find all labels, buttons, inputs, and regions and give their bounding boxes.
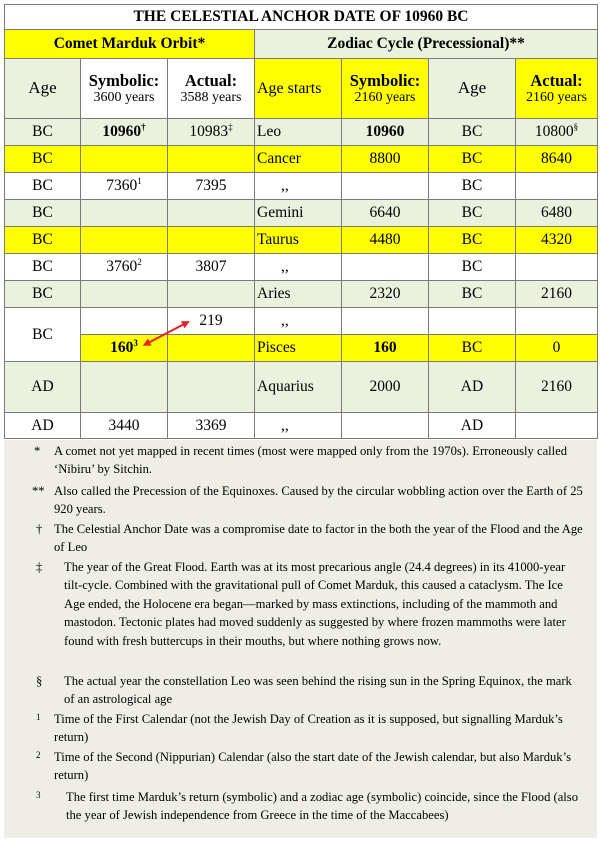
actual-cell <box>168 227 255 254</box>
sign-cell: ,, <box>255 413 342 439</box>
zodiac-actual-cell: 2160 <box>516 362 598 413</box>
zodiac-era-cell: BC <box>429 119 516 146</box>
symbolic-cell <box>81 227 168 254</box>
zodiac-era-cell: BC <box>429 227 516 254</box>
table-row <box>5 413 598 439</box>
symbolic-cell <box>81 146 168 173</box>
table-row <box>5 200 598 227</box>
table-row <box>5 254 598 281</box>
symbolic-cell: 10960† <box>81 119 168 146</box>
table-row <box>5 119 598 146</box>
footnotes-panel <box>4 440 597 838</box>
era-cell: BC <box>5 308 81 362</box>
zodiac-symbolic-cell: 10960 <box>342 119 429 146</box>
footnote-symbol: * <box>34 444 41 458</box>
zodiac-era-cell: BC <box>429 254 516 281</box>
sign-cell: Gemini <box>255 200 342 227</box>
sign-cell: Pisces <box>255 335 342 362</box>
actual-cell: 3369 <box>168 413 255 439</box>
zodiac-symbolic-cell <box>342 308 429 335</box>
zodiac-actual-cell: 6480 <box>516 200 598 227</box>
table-row <box>5 308 598 335</box>
age-header: Age <box>5 59 81 119</box>
footnote-symbol: ** <box>32 484 45 498</box>
footnote-text: A comet not yet mapped in recent times (most were mapped only from the 1970s). Erroneously called ‘Nibiru’ by Sitchin. <box>54 444 568 477</box>
zodiac-era-cell: BC <box>429 281 516 308</box>
footnote-text: The Celestial Anchor Date was a compromise date to factor in the both the year of the Flood and the Age of Leo <box>54 522 583 555</box>
zodiac-era-cell: AD <box>429 413 516 439</box>
footnote-symbol: 1 <box>36 712 41 722</box>
actual-cell: 7395 <box>168 173 255 200</box>
footnote-symbol: † <box>36 522 43 536</box>
era-cell: BC <box>5 254 81 281</box>
zodiac-actual-cell: 2160 <box>516 281 598 308</box>
symbolic-header: Symbolic: 3600 years <box>81 59 168 119</box>
era-cell: BC <box>5 227 81 254</box>
zodiac-symbolic-cell: 2000 <box>342 362 429 413</box>
zodiac-actual-header: Actual: 2160 years <box>516 59 598 119</box>
symbolic-cell <box>81 308 168 335</box>
zodiac-era-cell: AD <box>429 362 516 413</box>
actual-header: Actual: 3588 years <box>168 59 255 119</box>
zodiac-actual-cell: 10800§ <box>516 119 598 146</box>
zodiac-symbolic-cell: 6640 <box>342 200 429 227</box>
actual-cell <box>168 362 255 413</box>
comet-header: Comet Marduk Orbit* <box>5 30 255 59</box>
symbolic-cell <box>81 200 168 227</box>
sign-cell: Aquarius <box>255 362 342 413</box>
age-starts-header: Age starts <box>255 59 342 119</box>
footnote-text: Time of the First Calendar (not the Jewish Day of Creation as it is supposed, but signalling Marduk’s return) <box>54 712 563 745</box>
zodiac-era-cell: BC <box>429 173 516 200</box>
era-cell: BC <box>5 281 81 308</box>
footnote-text: The first time Marduk’s return (symbolic) and a zodiac age (symbolic) coincide, since the Flood (also the year of Jewish independence from Greece in the time of the Maccabees) <box>66 790 578 823</box>
table-row <box>5 227 598 254</box>
actual-cell <box>168 335 255 362</box>
zodiac-symbolic-cell <box>342 413 429 439</box>
table-row <box>5 173 598 200</box>
sign-cell: Taurus <box>255 227 342 254</box>
table-row <box>5 281 598 308</box>
era-cell: BC <box>5 173 81 200</box>
zodiac-symbolic-cell: 2320 <box>342 281 429 308</box>
symbolic-cell <box>81 362 168 413</box>
actual-cell: 10983‡ <box>168 119 255 146</box>
zodiac-actual-cell <box>516 413 598 439</box>
footnote-symbol: ‡ <box>36 560 43 574</box>
zodiac-actual-cell: 4320 <box>516 227 598 254</box>
zodiac-symbolic-cell: 4480 <box>342 227 429 254</box>
actual-cell <box>168 200 255 227</box>
footnote-symbol: § <box>36 674 43 688</box>
zodiac-actual-cell <box>516 254 598 281</box>
era-cell: BC <box>5 146 81 173</box>
footnote-symbol: 3 <box>36 790 41 800</box>
zodiac-actual-cell <box>516 308 598 335</box>
zodiac-era-cell <box>429 308 516 335</box>
actual-cell: 3807 <box>168 254 255 281</box>
zodiac-header: Zodiac Cycle (Precessional)** <box>255 30 598 59</box>
actual-cell <box>168 146 255 173</box>
sign-cell: Cancer <box>255 146 342 173</box>
symbolic-cell: 7360$^1$ <box>81 173 168 200</box>
zodiac-symbolic-cell: 8800 <box>342 146 429 173</box>
footnote-text: The actual year the constellation Leo was seen behind the rising sun in the Spring Equinox, the mark of an astrological age <box>64 674 572 707</box>
symbolic-cell: 3440 <box>81 413 168 439</box>
footnote-text: Also called the Precession of the Equinoxes. Caused by the circular wobbling action over the Earth of 25 920 years. <box>54 484 583 517</box>
celestial-anchor-table <box>4 4 598 439</box>
sign-cell: ,, <box>255 173 342 200</box>
sign-cell: Leo <box>255 119 342 146</box>
symbolic-cell: 3760$^2$ <box>81 254 168 281</box>
table-row <box>5 362 598 413</box>
sign-cell: ,, <box>255 308 342 335</box>
zodiac-era-cell: BC <box>429 146 516 173</box>
zodiac-age-header: Age <box>429 59 516 119</box>
era-cell: BC <box>5 200 81 227</box>
sign-cell: ,, <box>255 254 342 281</box>
table-row <box>5 146 598 173</box>
era-cell: AD <box>5 362 81 413</box>
zodiac-actual-cell: 0 <box>516 335 598 362</box>
symbolic-cell: $160^3$ <box>81 335 168 362</box>
era-cell: BC <box>5 119 81 146</box>
actual-cell: 219 <box>168 308 255 335</box>
zodiac-era-cell: BC <box>429 335 516 362</box>
footnote-text: The year of the Great Flood. Earth was at its most precarious angle (24.4 degrees) in its 41000-year tilt-cycle. Combined with the gravitational pull of Comet Marduk, this caused a cataclysm. The Ice Age ended, the Holocene era began—marked by mass extinctions, including of the mammoth and mastodon. Tectonic plates had moved suddenly as suggested by where frozen mammoths were later found with fresh buttercups in their mouths, but where nothing grows now. <box>64 560 566 648</box>
zodiac-symbolic-cell: 160 <box>342 335 429 362</box>
actual-cell <box>168 281 255 308</box>
zodiac-actual-cell: 8640 <box>516 146 598 173</box>
zodiac-actual-cell <box>516 173 598 200</box>
zodiac-symbolic-cell <box>342 254 429 281</box>
zodiac-symbolic-header: Symbolic: 2160 years <box>342 59 429 119</box>
table-row <box>5 335 598 362</box>
zodiac-era-cell: BC <box>429 200 516 227</box>
zodiac-symbolic-cell <box>342 173 429 200</box>
footnote-text: Time of the Second (Nippurian) Calendar (also the start date of the Jewish calendar, but also Marduk’s return) <box>54 750 571 783</box>
era-cell: AD <box>5 413 81 439</box>
table-title: THE CELESTIAL ANCHOR DATE OF 10960 BC <box>5 5 598 30</box>
footnote-symbol: 2 <box>36 750 41 760</box>
sign-cell: Aries <box>255 281 342 308</box>
symbolic-cell <box>81 281 168 308</box>
